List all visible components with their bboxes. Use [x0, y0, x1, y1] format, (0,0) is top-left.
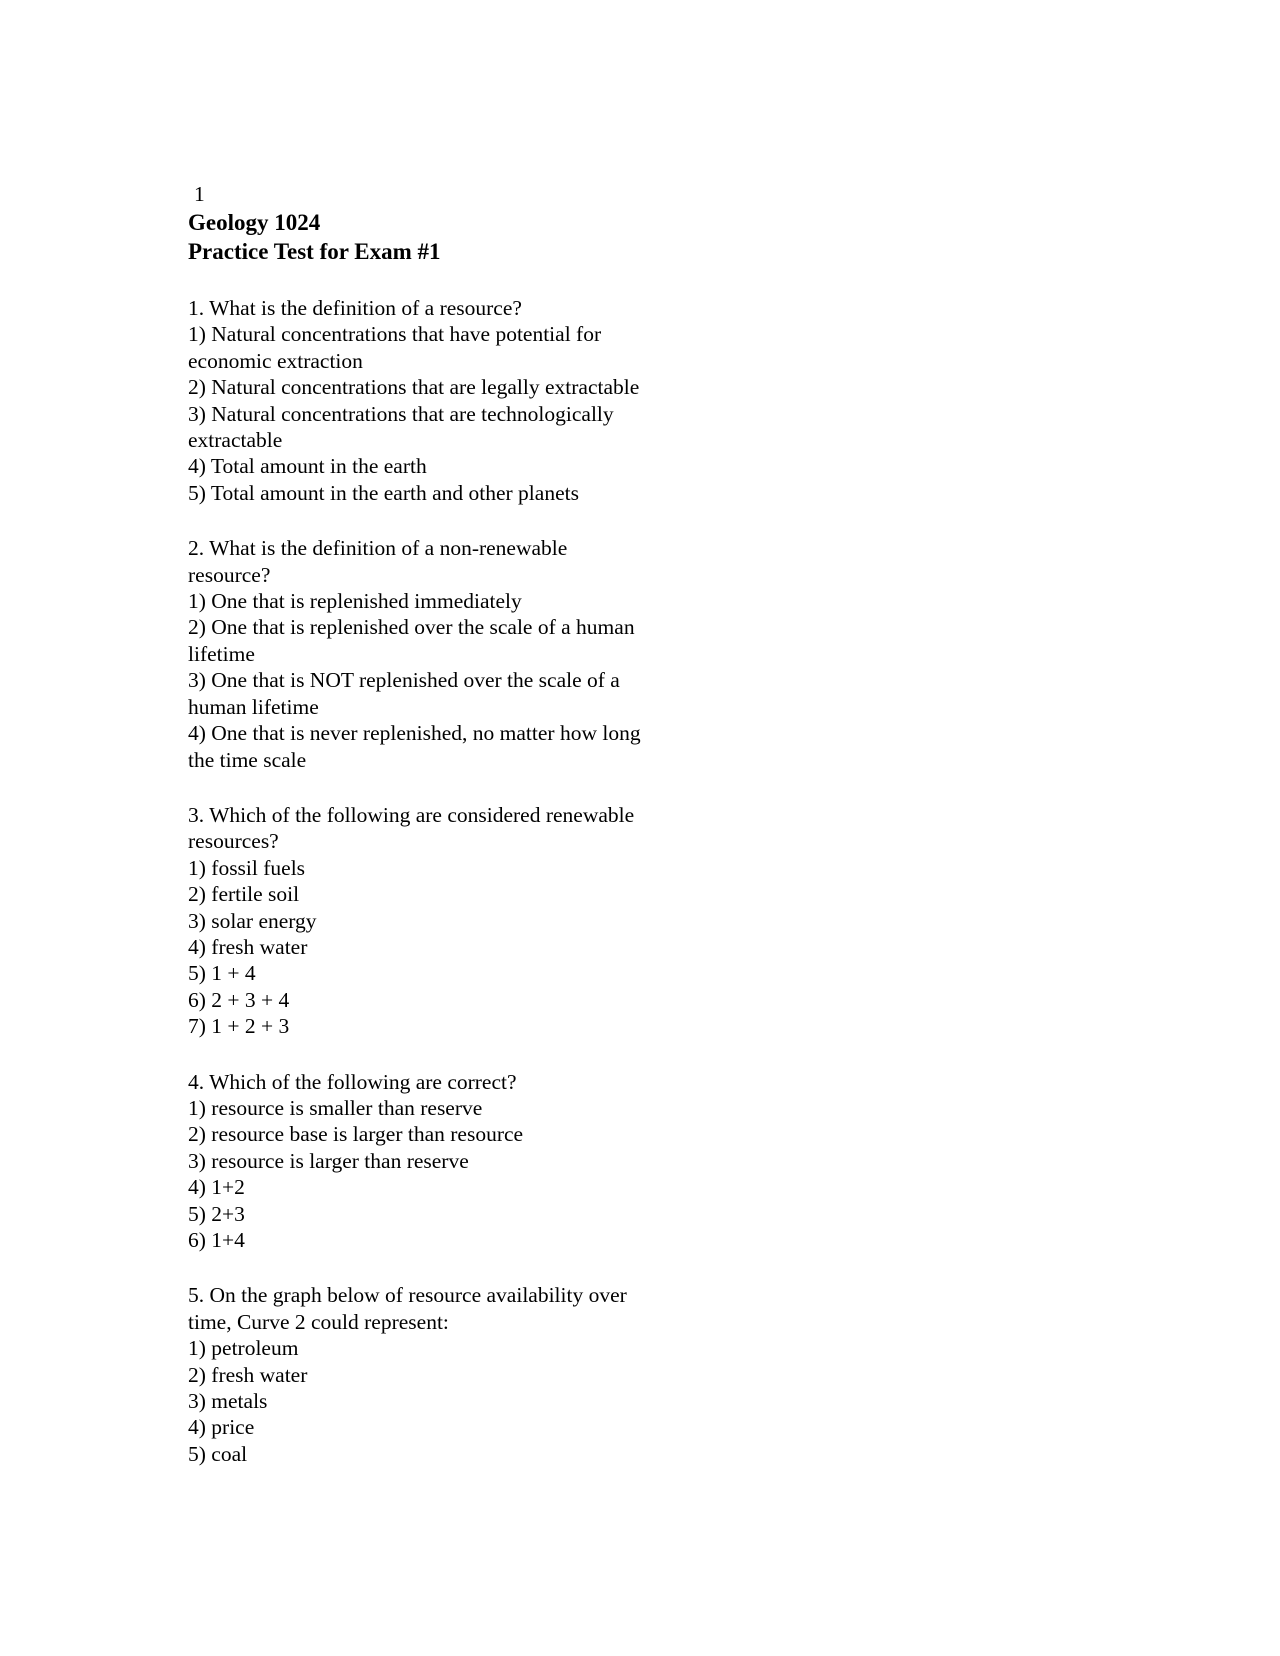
answer-option: 2) resource base is larger than resource [188, 1122, 524, 1147]
question-5 [188, 1282, 648, 1467]
answer-option: 3) One that is NOT replenished over the scale of a human lifetime [188, 668, 620, 719]
answer-option: 3) resource is larger than reserve [188, 1148, 469, 1173]
page-number: 1 [194, 182, 205, 206]
question-text: 5. On the graph below of resource availability over time, Curve 2 could represent: [188, 1283, 627, 1334]
document-title: Practice Test for Exam #1 [188, 239, 441, 264]
answer-option: 5) Total amount in the earth and other planets [188, 480, 579, 505]
answer-option: 5) 2+3 [188, 1201, 245, 1226]
answer-option: 6) 2 + 3 + 4 [188, 987, 290, 1012]
course-title: Geology 1024 [188, 210, 321, 235]
answer-option: 4) Total amount in the earth [188, 454, 427, 479]
answer-option: 4) price [188, 1415, 255, 1440]
answer-option: 2) Natural concentrations that are legally extractable [188, 375, 640, 400]
answer-option: 7) 1 + 2 + 3 [188, 1014, 290, 1039]
answer-option: 1) One that is replenished immediately [188, 589, 522, 614]
answer-option: 5) 1 + 4 [188, 961, 256, 986]
answer-option: 6) 1+4 [188, 1228, 245, 1252]
answer-option: 3) solar energy [188, 908, 317, 933]
answer-option: 1) Natural concentrations that have potential for economic extraction [188, 322, 602, 373]
answer-option: 2) fresh water [188, 1362, 308, 1387]
question-text: 4. Which of the following are correct? [188, 1069, 517, 1094]
question-2 [188, 535, 648, 773]
question-1 [188, 295, 648, 506]
answer-option: 4) One that is never replenished, no matter how long the time scale [188, 721, 641, 772]
answer-option: 4) fresh water [188, 934, 308, 959]
answer-option: 2) fertile soil [188, 882, 300, 907]
document-page [188, 180, 648, 1467]
question-3 [188, 802, 648, 1040]
question-text: 3. Which of the following are considered renewable resources? [188, 802, 635, 854]
answer-option: 2) One that is replenished over the scale of a human lifetime [188, 615, 635, 666]
answer-option: 1) petroleum [188, 1336, 299, 1361]
answer-option: 1) fossil fuels [188, 855, 306, 880]
question-4 [188, 1069, 648, 1254]
question-text: 1. What is the definition of a resource? [188, 296, 522, 320]
question-text: 2. What is the definition of a non-renewable resource? [188, 536, 568, 587]
answer-option: 4) 1+2 [188, 1175, 245, 1200]
answer-option: 1) resource is smaller than reserve [188, 1095, 483, 1120]
answer-option: 3) metals [188, 1389, 268, 1414]
answer-option: 5) coal [188, 1441, 248, 1466]
answer-option: 3) Natural concentrations that are technologically extractable [188, 401, 614, 453]
